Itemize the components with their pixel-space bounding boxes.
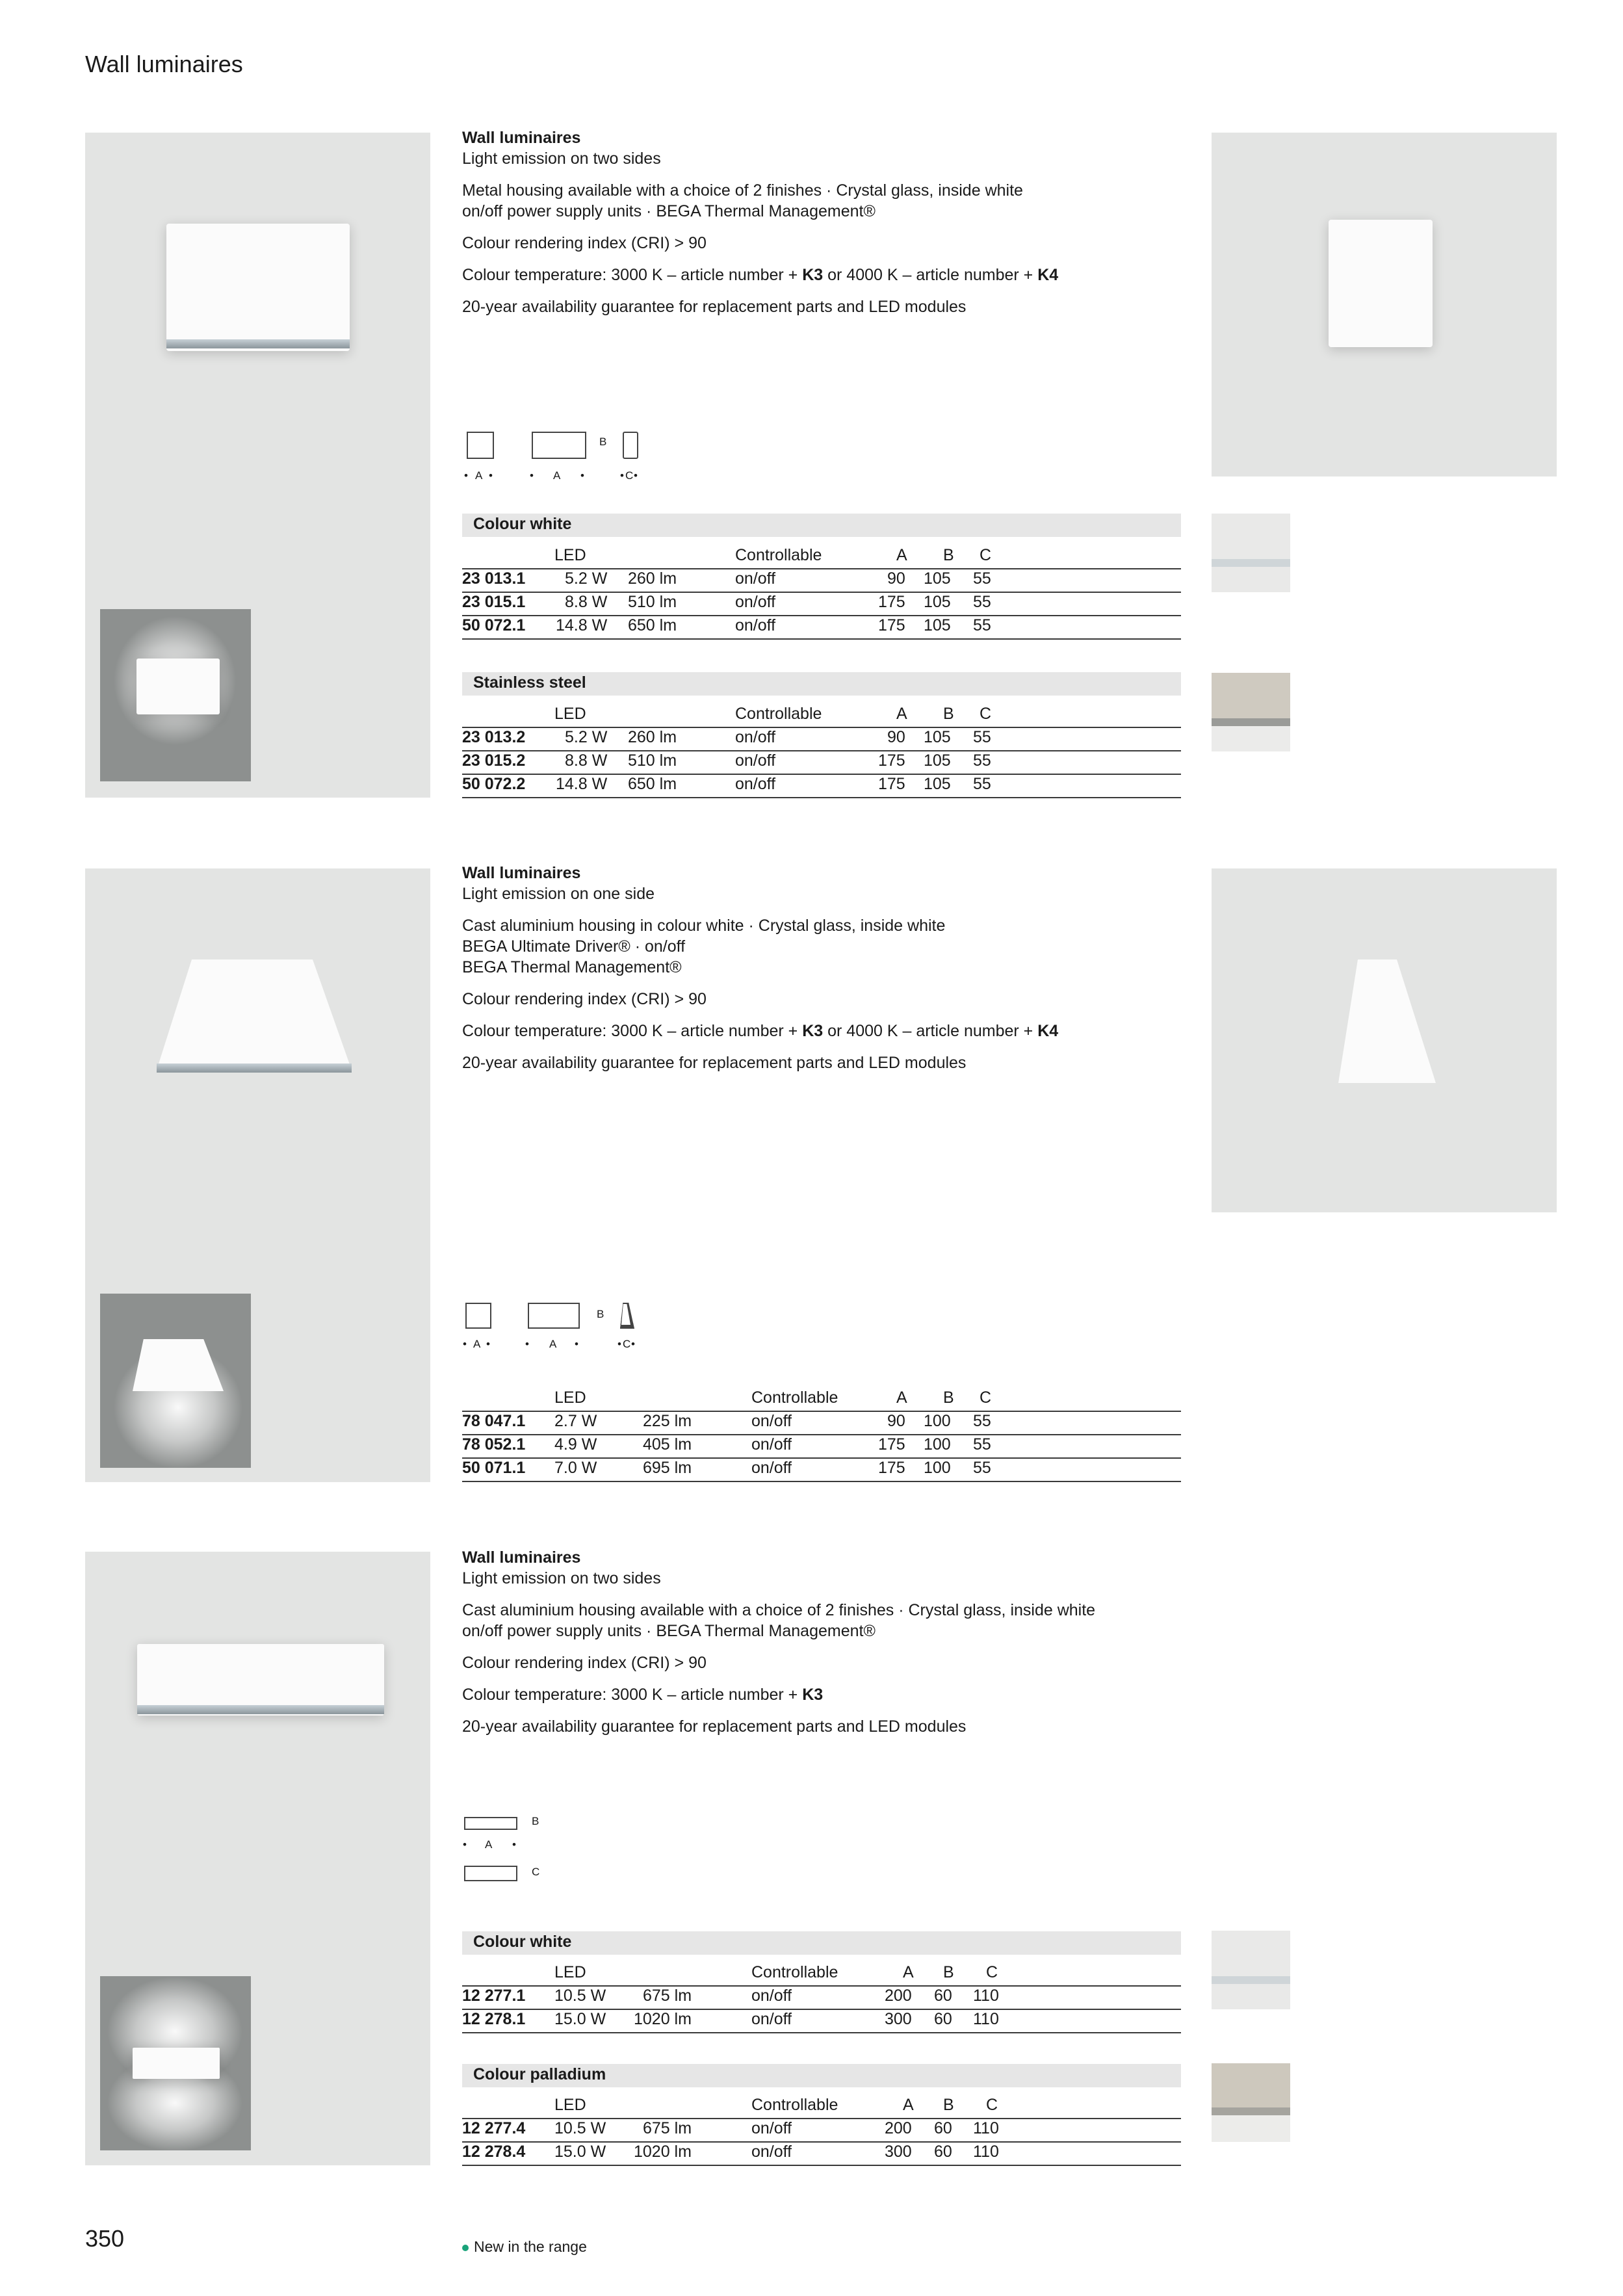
product-photo-side: [1212, 868, 1557, 1212]
table-row: 78 047.1 2.7 W 225 lm on/off 90 100 55: [462, 1411, 1181, 1435]
guarantee-text: 20-year availability guarantee for replacement parts and LED modules: [462, 298, 967, 316]
table-title: Stainless steel: [462, 672, 1181, 696]
description-line: on/off power supply units · BEGA Thermal Management®: [462, 202, 876, 220]
table-row: 12 277.4 10.5 W 675 lm on/off 200 60 110: [462, 2118, 1181, 2143]
description-line: Metal housing available with a choice of 2 finishes · Crystal glass, inside white: [462, 181, 1023, 200]
luminaire-image: [166, 224, 350, 351]
colour-temperature: Colour temperature: 3000 K – article number + K3: [462, 1686, 824, 1704]
finish-swatch-palladium: [1212, 2063, 1290, 2142]
table-row: 12 278.4 15.0 W 1020 lm on/off 300 60 110: [462, 2141, 1181, 2166]
table-row: 12 278.1 15.0 W 1020 lm on/off 300 60 110: [462, 2009, 1181, 2033]
table-row: 23 013.2 5.2 W 260 lm on/off 90 105 55: [462, 727, 1181, 751]
section-subheading: Light emission on one side: [462, 885, 655, 903]
table-header: LED Controllable A B C: [462, 2094, 1181, 2119]
page-title: Wall luminaires: [85, 51, 243, 77]
table-row: 23 015.1 8.8 W 510 lm on/off 175 105 55: [462, 592, 1181, 616]
table-row: 78 052.1 4.9 W 405 lm on/off 175 100 55: [462, 1434, 1181, 1459]
cri-text: Colour rendering index (CRI) > 90: [462, 990, 707, 1008]
description-line: Cast aluminium housing in colour white · Crystal glass, inside white: [462, 917, 946, 935]
table-header: LED Controllable A B C: [462, 703, 1181, 728]
finish-swatch-steel: [1212, 673, 1290, 751]
product-thumbnail-lit: [100, 1294, 251, 1468]
section-heading: Wall luminaires: [462, 864, 581, 882]
footer-note: New in the range: [462, 2238, 587, 2256]
section-heading: Wall luminaires: [462, 1548, 581, 1567]
new-indicator-icon: [462, 2245, 469, 2251]
finish-swatch-white: [1212, 1931, 1290, 2009]
product-thumbnail-lit: [100, 1976, 251, 2150]
section-heading: Wall luminaires: [462, 129, 581, 147]
table-row: 12 277.1 10.5 W 675 lm on/off 200 60 110: [462, 1985, 1181, 2010]
page-number: 350: [85, 2225, 125, 2252]
guarantee-text: 20-year availability guarantee for replacement parts and LED modules: [462, 1054, 967, 1072]
product-photo-side: [1212, 133, 1557, 476]
table-title: Colour white: [462, 514, 1181, 537]
guarantee-text: 20-year availability guarantee for replacement parts and LED modules: [462, 1717, 967, 1736]
colour-temperature: Colour temperature: 3000 K – article number + K3 or 4000 K – article number + K4: [462, 266, 1059, 284]
table-header: LED Controllable A B C: [462, 545, 1181, 569]
cri-text: Colour rendering index (CRI) > 90: [462, 234, 707, 252]
description-line: BEGA Thermal Management®: [462, 958, 682, 976]
section-2-text: [462, 863, 1177, 1084]
table-row: 50 072.1 14.8 W 650 lm on/off 175 105 55: [462, 615, 1181, 640]
description-line: on/off power supply units · BEGA Thermal Management®: [462, 1622, 876, 1640]
cri-text: Colour rendering index (CRI) > 90: [462, 1654, 707, 1672]
table-title: Colour white: [462, 1931, 1181, 1955]
table-title: Colour palladium: [462, 2064, 1181, 2087]
description-line: Cast aluminium housing available with a choice of 2 finishes · Crystal glass, inside white: [462, 1601, 1096, 1619]
table-header: LED Controllable A B C: [462, 1387, 1181, 1412]
section-3-text: [462, 1547, 1177, 1748]
description-line: BEGA Ultimate Driver® · on/off: [462, 937, 686, 956]
product-thumbnail-lit: [100, 609, 251, 781]
table-row: 50 072.2 14.8 W 650 lm on/off 175 105 55: [462, 774, 1181, 798]
section-1-text: [462, 127, 1177, 328]
table-row: 50 071.1 7.0 W 695 lm on/off 175 100 55: [462, 1457, 1181, 1482]
finish-swatch-white: [1212, 514, 1290, 592]
table-row: 23 013.1 5.2 W 260 lm on/off 90 105 55: [462, 568, 1181, 593]
table-row: 23 015.2 8.8 W 510 lm on/off 175 105 55: [462, 750, 1181, 775]
colour-temperature: Colour temperature: 3000 K – article number + K3 or 4000 K – article number + K4: [462, 1022, 1059, 1040]
section-subheading: Light emission on two sides: [462, 150, 661, 168]
table-header: LED Controllable A B C: [462, 1962, 1181, 1987]
section-subheading: Light emission on two sides: [462, 1569, 661, 1587]
